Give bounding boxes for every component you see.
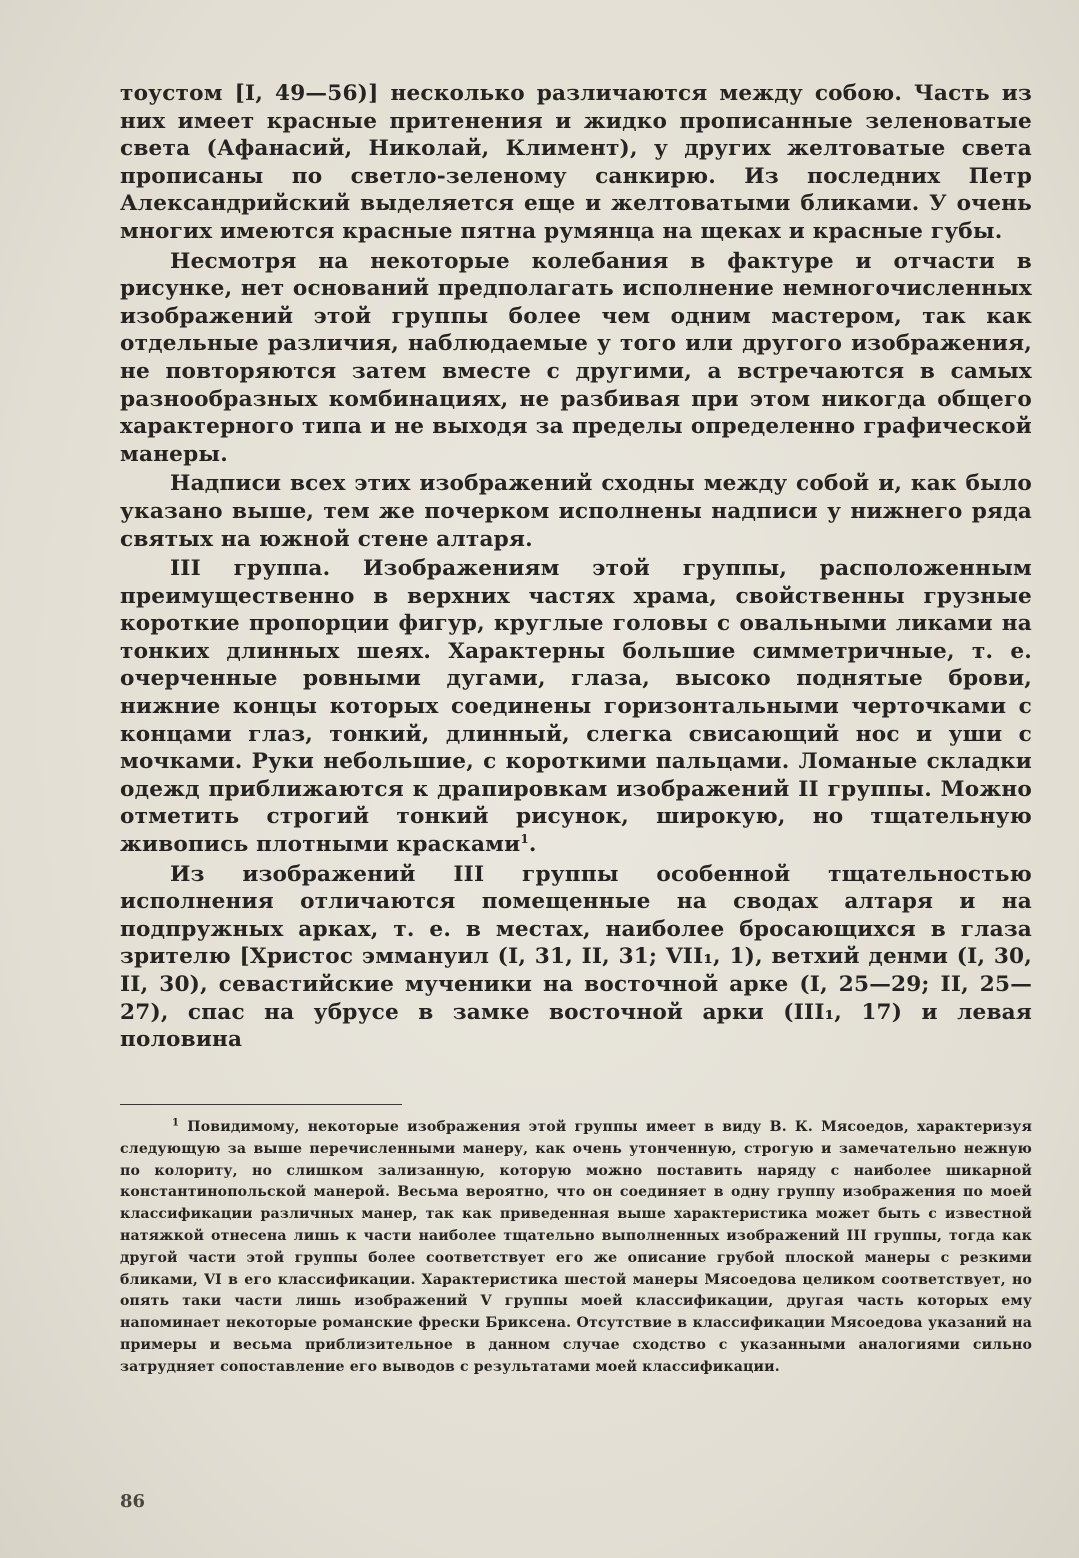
footnote-mark: 1 [172, 1117, 180, 1129]
paragraph-4-text: III группа. Изображениям этой группы, расположенным преимущественно в верхних частях храма, свойственны грузные короткие пропорции фигур, круглые головы с овальными ликами на тонких длинных шеях. Характерны большие симметричные, т. е. очерченные ровными дугами, глаза, высоко поднятые брови, нижние концы которых соединены горизонтальными черточками с концами глаз, тонкий, длинный, слегка свисающий нос и уши с мочками. Руки небольшие, с короткими пальцами. Ломаные складки одежд приближаются к драпировкам изображений II группы. Можно отметить строгий тонкий рисунок, широкую, но тщательную живопись плотными красками [120, 556, 1032, 858]
page-number: 86 [120, 1491, 146, 1512]
paragraph-3: Надписи всех этих изображений сходны между собой и, как было указано выше, тем же почерком исполнены надписи у нижнего ряда святых на южной стене алтаря. [120, 471, 1032, 552]
footnote [120, 1117, 1032, 1379]
footnote-separator [120, 1104, 402, 1105]
paragraph-5: Из изображений III группы особенной тщательностью исполнения отличаются помещенные на сводах алтаря и на подпружных арках, т. е. в местах, наиболее бросающихся в глаза зрителю [Христос эммануил (I, 31, II, 31; VII₁, 1), ветхий денми (I, 30, II, 30), севастийские мученики на восточной арке (I, 25—29; II, 25—27), спас на убрусе в замке восточной арки (III₁, 17) и левая половина [120, 861, 1032, 1053]
paragraph-2: Несмотря на некоторые колебания в фактуре и отчасти в рисунке, нет оснований предполагать исполнение немногочисленных изображений этой группы более чем одним мастером, так как отдельные различия, наблюдаемые у того или другого изображения, не повторяются затем вместе с другими, а встречаются в самых разнообразных комбинациях, не разбивая при этом никогда общего характерного типа и не выходя за пределы определенно графической манеры. [120, 248, 1032, 467]
paragraph-4: III группа. Изображениям этой группы, расположенным преимущественно в верхних частях храма, свойственны грузные короткие пропорции фигур, круглые головы с овальными ликами на тонких длинных шеях. Характерны большие симметричные, т. е. очерченные ровными дугами, глаза, высоко поднятые брови, нижние концы которых соединены горизонтальными черточками с концами глаз, тонкий, длинный, слегка свисающий нос и уши с мочками. Руки небольшие, с короткими пальцами. Ломаные складки одежд приближаются к драпировкам изображений II группы. Можно отметить строгий тонкий рисунок, широкую, но тщательную живопись плотными красками$^1$. [120, 556, 1032, 858]
paragraph-1: тоустом [I, 49—56)] несколько различаются между собою. Часть из них имеет красные притенения и жидко прописанные зеленоватые света (Афанасий, Николай, Климент), у других желтоватые света прописаны по светло-зеленому санкирю. Из последних Петр Александрийский выделяется еще и желтоватыми бликами. У очень многих имеются красные пятна румянца на щеках и красные губы. [120, 81, 1032, 244]
footnote-reference: 1 [520, 831, 529, 846]
main-text [120, 80, 1032, 1056]
footnote-text: Повидимому, некоторые изображения этой группы имеет в виду В. К. Мясоедов, характеризуя следующую за выше перечисленными манеру, как очень утонченную, строгую и замечательно нежную по колориту, но слишком зализанную, которую можно поставить наряду с наиболее шикарной константинопольской манерой. Весьма вероятно, что он соединяет в одну группу изображения по моей классификации различных манер, так как приведенная выше характеристика может быть с известной натяжкой отнесена лишь к части наиболее тщательно выполненных изображений III группы, тогда как другой части этой группы более соответствует его же описание грубой плоской манеры с резкими бликами, VI в его классификации. Характеристика шестой манеры Мясоедова целиком соответствует, но опять таки части лишь изображений V группы моей классификации, другая часть которых ему напоминает некоторые романские фрески Бриксена. Отсутствие в классификации Мясоедова указаний на примеры и весьма приблизительное в данном случае сходство с указанными аналогиями сильно затрудняет сопоставление его выводов с результатами моей классификации. [120, 1119, 1033, 1375]
